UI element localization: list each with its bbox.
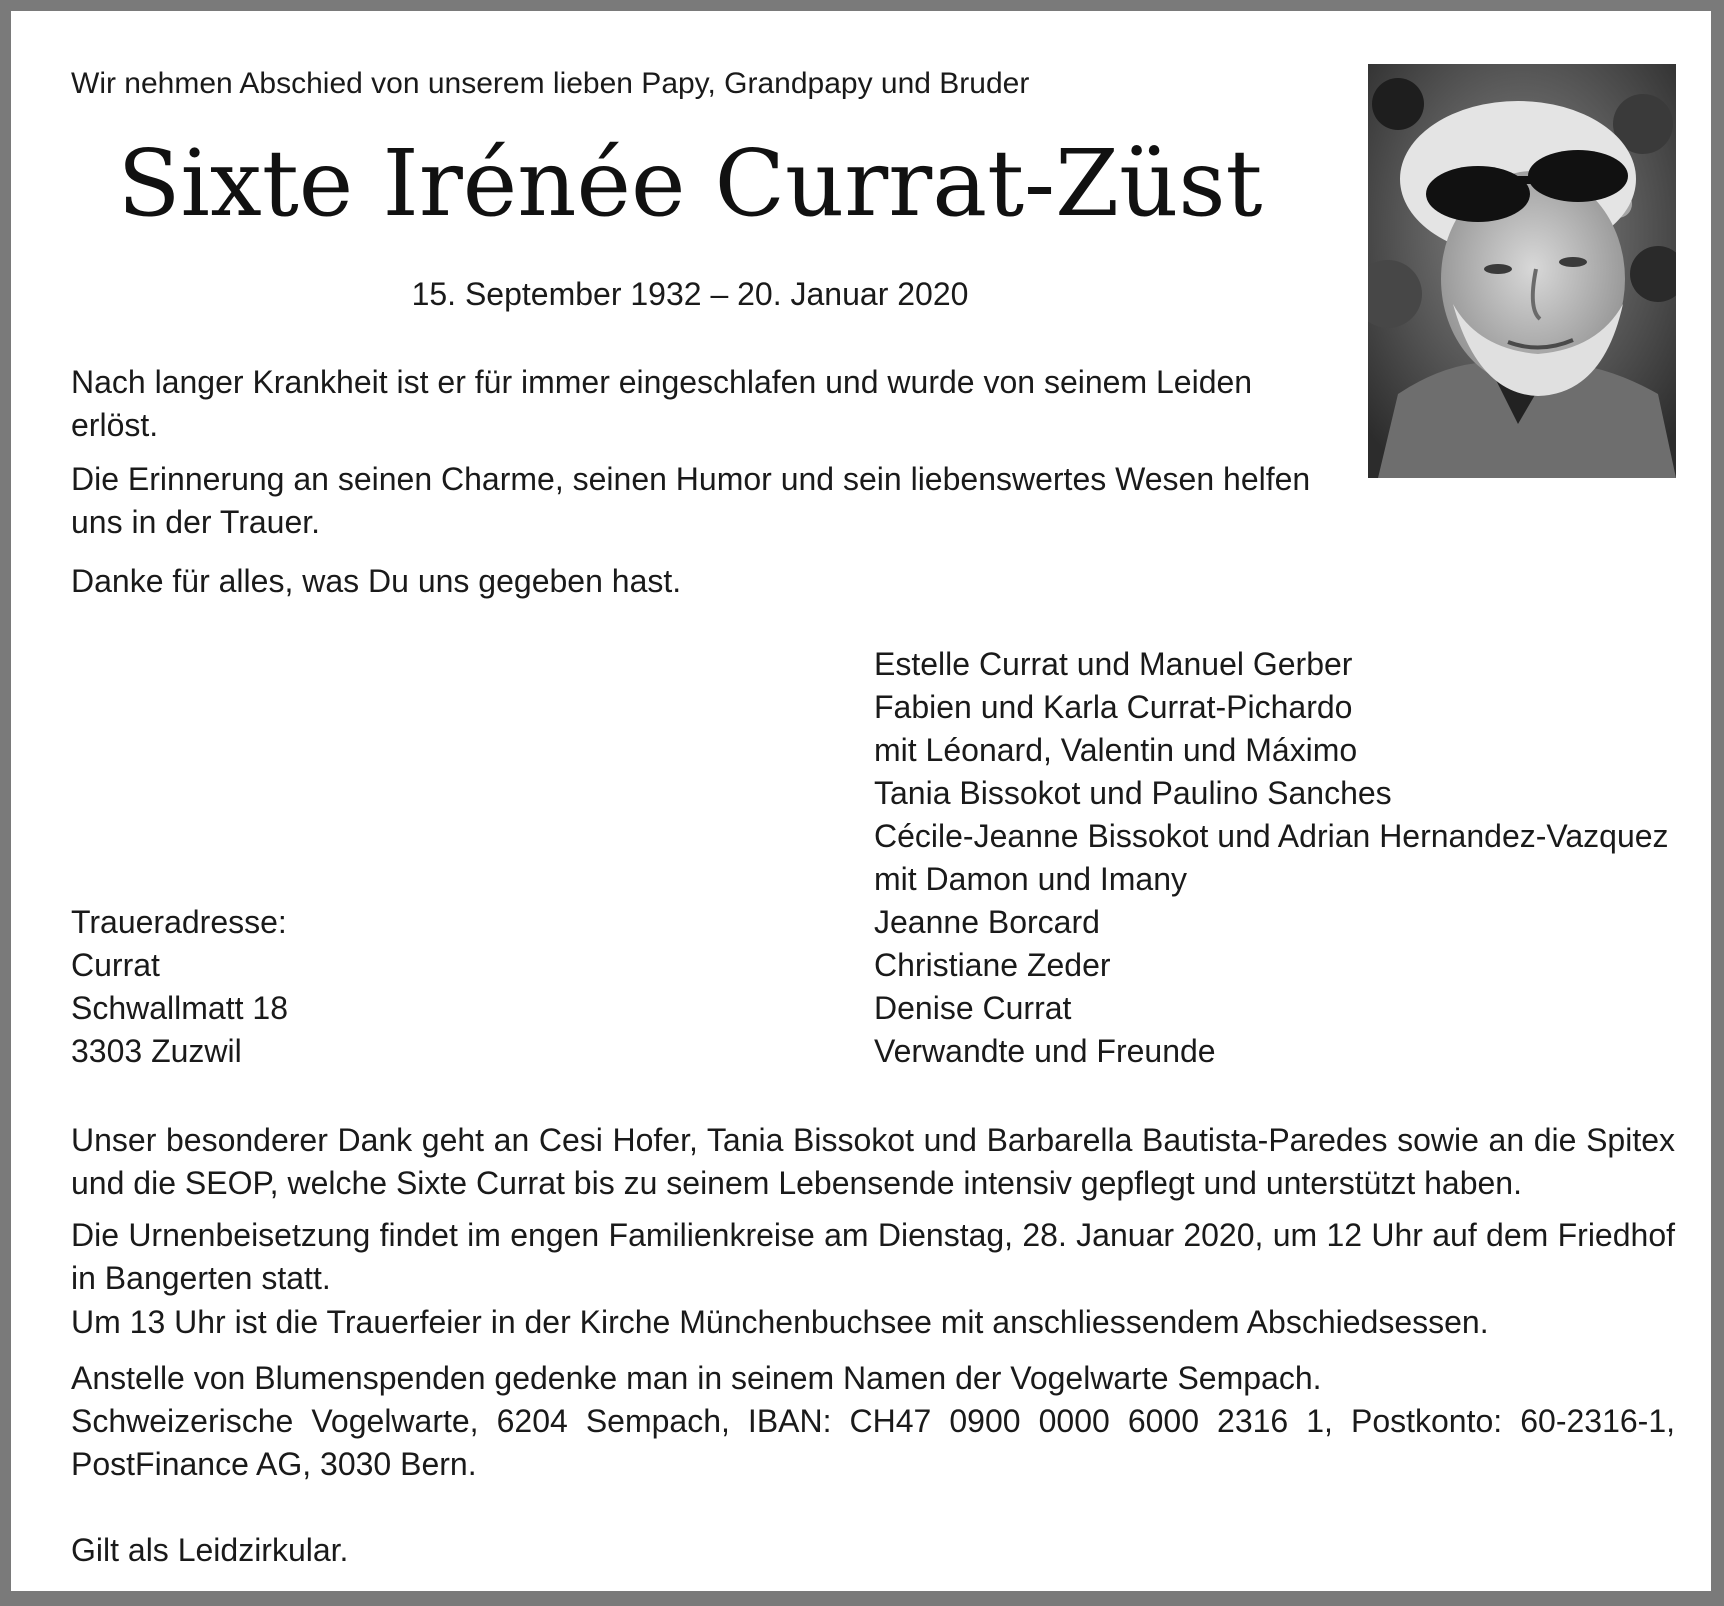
family-member: Fabien und Karla Currat-Pichardo [874, 689, 1353, 725]
donations-details: Schweizerische Vogelwarte, 6204 Sempach, IBAN: CH47 0900 0000 6000 2316 1, Postkonto: 60-2316-1, PostFinance AG, 3030 Bern. [71, 1403, 1675, 1482]
paragraph-illness: Nach langer Krankheit ist er für immer eingeschlafen und wurde von seinem Leiden erlöst. [71, 364, 1253, 443]
address-label: Traueradresse: [71, 904, 287, 940]
family-member: Christiane Zeder [874, 947, 1111, 983]
family-member: Denise Currat [874, 990, 1072, 1026]
portrait-photo-icon [1368, 64, 1676, 478]
life-dates: 15. September 1932 – 20. Januar 2020 [411, 276, 969, 312]
deceased-name: Sixte Irénée Currat-Züst [117, 130, 1263, 237]
mourning-address [71, 901, 288, 1073]
family-member: mit Damon und Imany [874, 861, 1188, 897]
special-thanks: Unser besonderer Dank geht an Cesi Hofer, Tania Bissokot und Barbarella Bautista-Paredes sowie an die Spitex und die SEOP, welche Sixte Currat bis zu seinem Lebensende intensiv gepflegt und unterstützt haben. [71, 1122, 1675, 1201]
family-member: Jeanne Borcard [874, 904, 1100, 940]
family-member: Cécile-Jeanne Bissokot und Adrian Hernandez-Vazquez [874, 818, 1669, 854]
intro-line: Wir nehmen Abschied von unserem lieben Papy, Grandpapy und Bruder [71, 67, 1030, 100]
address-line: Currat [71, 947, 160, 983]
family-member: mit Léonard, Valentin und Máximo [874, 732, 1358, 768]
closing-line: Gilt als Leidzirkular. [71, 1532, 349, 1568]
family-member: Estelle Currat und Manuel Gerber [874, 646, 1353, 682]
urn-burial-info: Die Urnenbeisetzung findet im engen Familienkreise am Dienstag, 28. Januar 2020, um 12 Uhr auf dem Friedhof in Bangerten statt. [71, 1217, 1675, 1296]
address-line: Schwallmatt 18 [71, 990, 288, 1026]
address-line: 3303 Zuzwil [71, 1033, 242, 1069]
ceremony-info: Um 13 Uhr ist die Trauerfeier in der Kirche Münchenbuchsee mit anschliessendem Abschiedsessen. [71, 1304, 1489, 1340]
family-member: Verwandte und Freunde [874, 1033, 1216, 1069]
donations-intro: Anstelle von Blumenspenden gedenke man in seinem Namen der Vogelwarte Sempach. [71, 1360, 1322, 1396]
family-list [874, 643, 1669, 1073]
paragraph-thanks-short: Danke für alles, was Du uns gegeben hast. [71, 563, 682, 599]
paragraph-memory: Die Erinnerung an seinen Charme, seinen Humor und sein liebenswertes Wesen helfen uns in der Trauer. [71, 461, 1311, 540]
portrait-photo [1368, 64, 1676, 478]
family-member: Tania Bissokot und Paulino Sanches [874, 775, 1392, 811]
